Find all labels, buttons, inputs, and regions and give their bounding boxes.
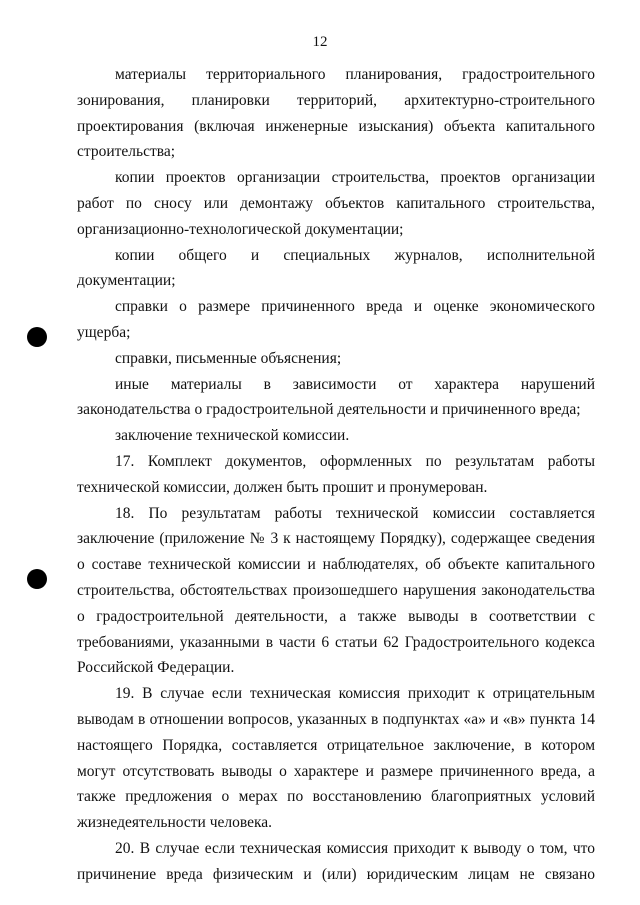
- paragraph-journal-copies: копии общего и специальных журналов, исполнительной документации;: [77, 246, 595, 290]
- document-body: [77, 62, 595, 888]
- paragraph-other-materials: иные материалы в зависимости от характера нарушений законодательства о градостроительной деятельности и причиненного вреда;: [77, 375, 595, 419]
- clause-18: 18. По результатам работы технической комиссии составляется заключение (приложение № 3 к настоящему Порядку), содержащее сведения о составе технической комиссии и наблюдателях, об объекте капитального строительства, обстоятельствах произошедшего нарушения законодательства о градостроительной деятельности, а также выводы в соответствии с требованиями, указанными в части 6 статьи 62 Градостроительного кодекса Российской Федерации.: [77, 504, 595, 677]
- page-number: 12: [312, 34, 328, 50]
- clause-17: 17. Комплект документов, оформленных по результатам работы технической комиссии, должен быть прошит и пронумерован.: [77, 452, 595, 496]
- binder-hole-bottom: [27, 569, 47, 589]
- clause-19: 19. В случае если техническая комиссия приходит к отрицательным выводам в отношении вопросов, указанных в подпунктах «а» и «в» пункта 14 настоящего Порядка, составляется отрицательное заключение, в котором могут отсутствовать выводы о характере и размере причиненного вреда, а также предложения о мерах по восстановлению благоприятных условий жизнедеятельности человека.: [77, 685, 595, 832]
- paragraph-project-copies: копии проектов организации строительства, проектов организации работ по сносу или демонтажу объектов капитального строительства, организационно-технологической документации;: [77, 169, 595, 238]
- binder-hole-top: [27, 327, 47, 347]
- paragraph-written-explanations: справки, письменные объяснения;: [115, 349, 342, 367]
- paragraph-damage-certificates: справки о размере причиненного вреда и оценке экономического ущерба;: [77, 298, 595, 341]
- paragraph-commission-conclusion: заключение технической комиссии.: [115, 427, 350, 445]
- clause-20: 20. В случае если техническая комиссия приходит к выводу о том, что причинение вреда физическим и (или) юридическим лицам не связано: [77, 839, 595, 883]
- paragraph-materials: материалы территориального планирования, градостроительного зонирования, планировки территорий, архитектурно-строительного проектирования (включая инженерные изыскания) объекта капитального строительства;: [77, 66, 595, 161]
